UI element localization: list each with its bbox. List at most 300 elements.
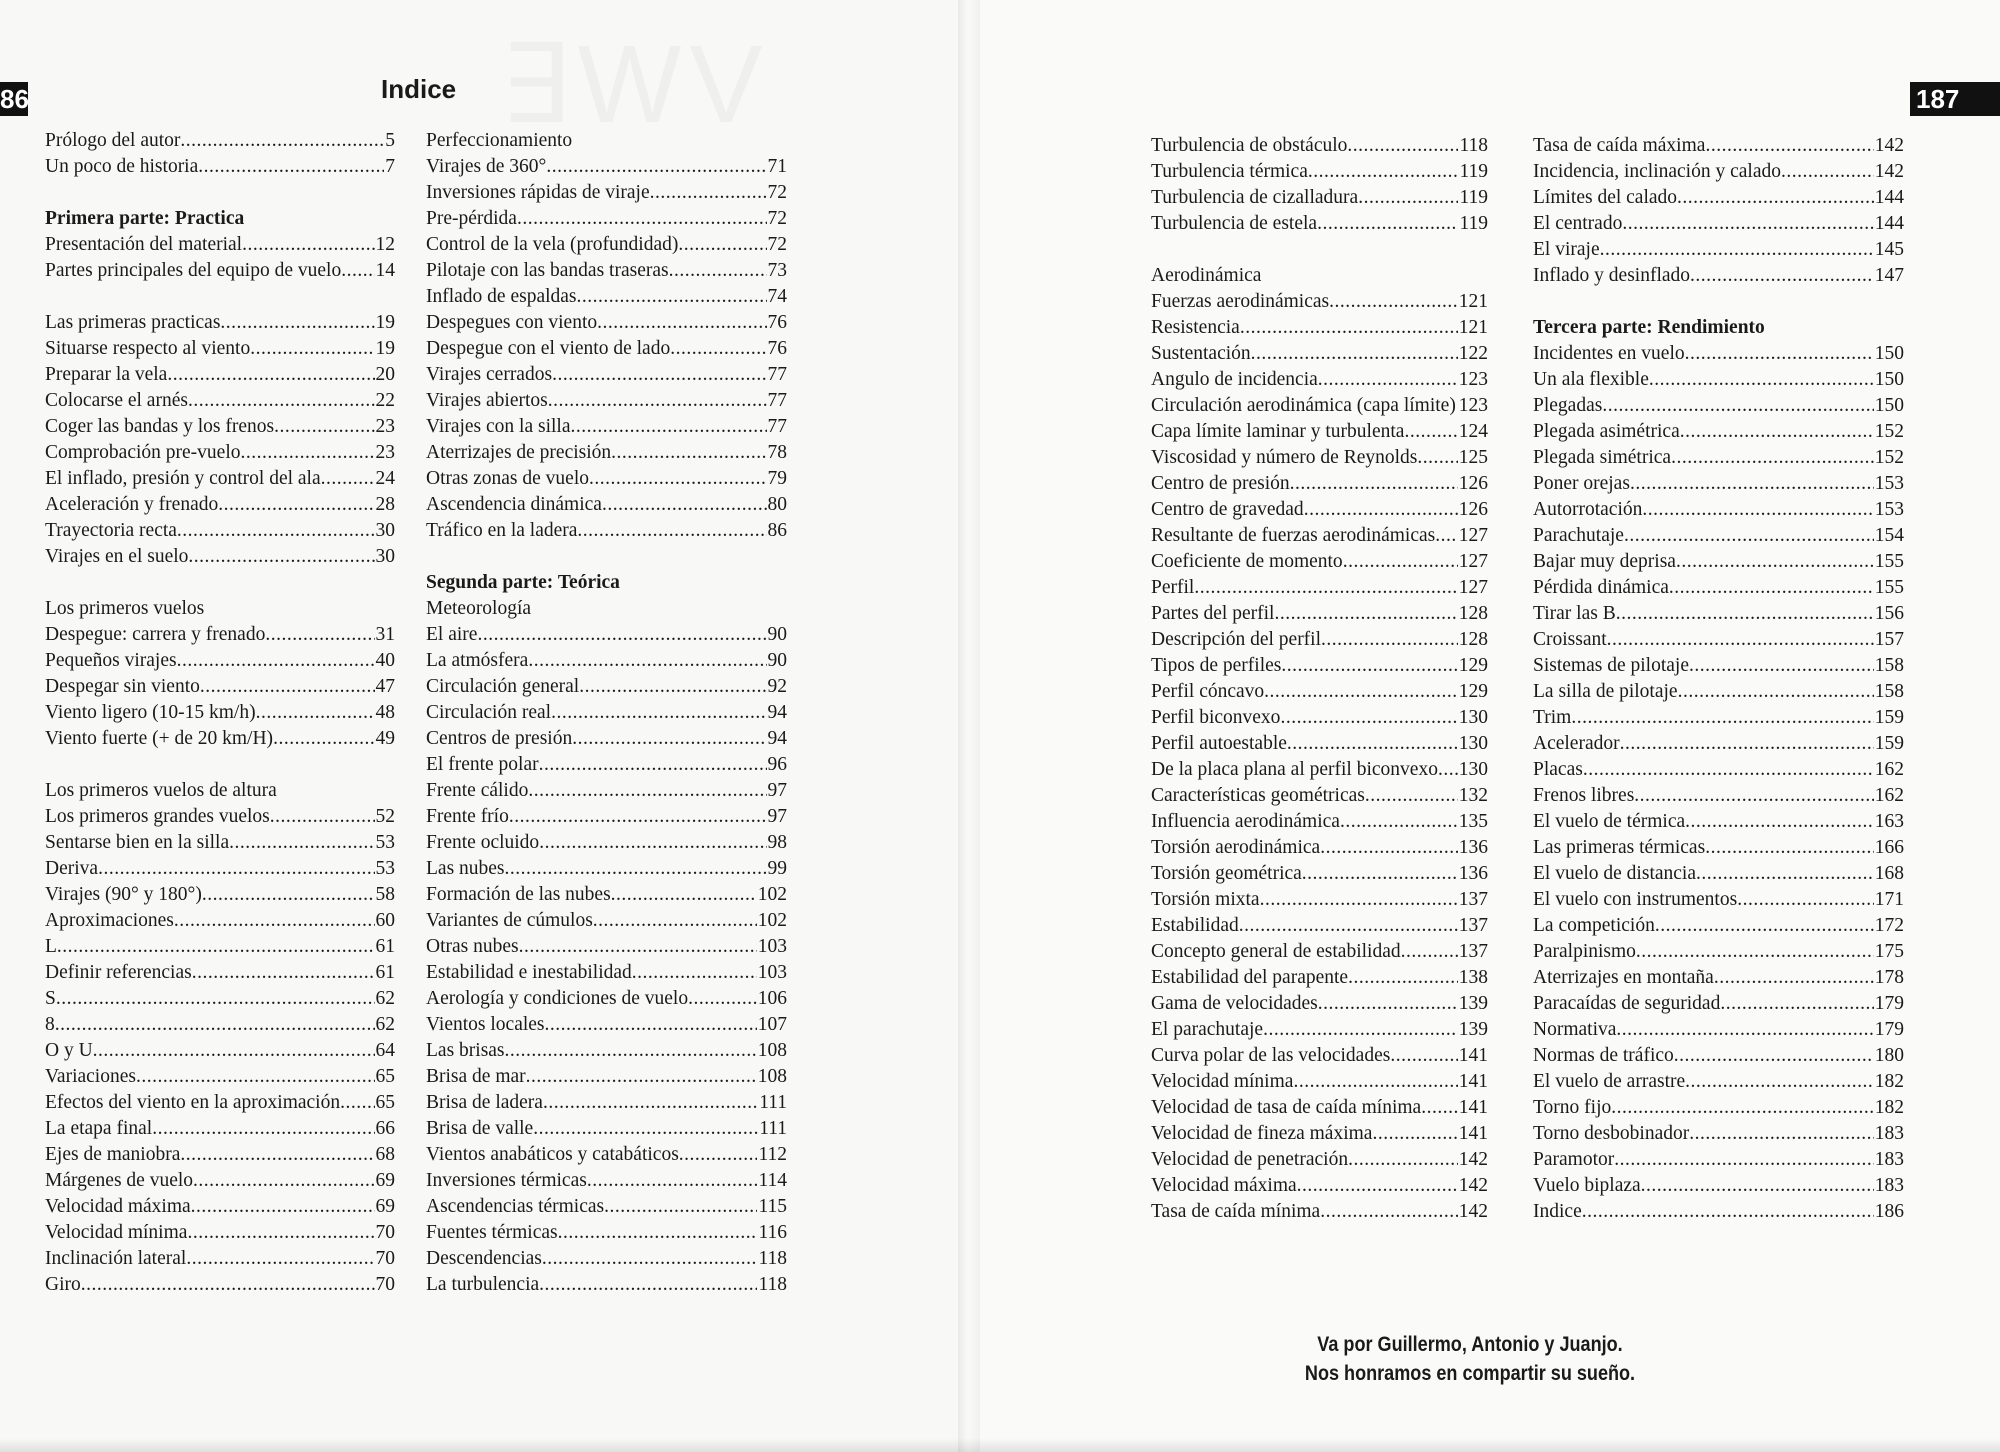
- toc-entry-page: 80: [767, 494, 787, 515]
- toc-entry: [1533, 679, 1904, 705]
- toc-entry-label: O y U: [45, 1040, 93, 1061]
- toc-dot-leader: [1251, 341, 1458, 367]
- toc-dot-leader: [1343, 549, 1458, 575]
- toc-entry-label: Despegue con el viento de lado: [426, 338, 671, 359]
- toc-entry-label: Influencia aerodinámica: [1151, 811, 1340, 832]
- toc-entry-label: Tipos de perfiles: [1151, 655, 1282, 676]
- toc-dot-leader: [1348, 965, 1458, 991]
- toc-entry: [426, 362, 787, 388]
- toc-entry-page: 155: [1874, 551, 1904, 572]
- toc-entry-label: Torsión geométrica: [1151, 863, 1302, 884]
- toc-entry: [426, 882, 787, 908]
- toc-entry-page: 90: [767, 624, 787, 645]
- toc-entry: [45, 544, 395, 570]
- toc-entry-label: Presentación del material: [45, 234, 243, 255]
- toc-entry-page: 129: [1458, 681, 1488, 702]
- toc-entry-page: 52: [375, 806, 395, 827]
- toc-column-1: [45, 128, 395, 1298]
- toc-entry-label: Incidentes en vuelo: [1533, 343, 1685, 364]
- toc-entry: [45, 934, 395, 960]
- toc-entry: [45, 1012, 395, 1038]
- toc-dot-leader: [1317, 211, 1458, 237]
- toc-entry-label: Virajes cerrados: [426, 364, 553, 385]
- toc-entry-page: 76: [767, 338, 787, 359]
- toc-entry: [45, 1064, 395, 1090]
- toc-dot-leader: [57, 934, 375, 960]
- toc-dot-leader: [1297, 1173, 1458, 1199]
- toc-dot-leader: [505, 1038, 757, 1064]
- toc-entry: [1151, 1095, 1488, 1121]
- toc-entry-page: 77: [767, 364, 787, 385]
- toc-entry-page: 179: [1874, 1019, 1904, 1040]
- toc-entry: [45, 1272, 395, 1298]
- toc-entry: [1533, 1043, 1904, 1069]
- toc-entry: [426, 180, 787, 206]
- dedication-line-1: Va por Guillermo, Antonio y Juanjo.: [1317, 1333, 1623, 1356]
- toc-entry-page: 5: [385, 130, 395, 151]
- toc-entry: [1151, 445, 1488, 471]
- toc-part-heading: [45, 206, 395, 232]
- toc-entry-label: Prólogo del autor: [45, 130, 181, 151]
- toc-entry-label: Despegue: carrera y frenado: [45, 624, 266, 645]
- toc-dot-leader: [542, 1246, 758, 1272]
- toc-entry: [1533, 809, 1904, 835]
- toc-entry-page: 142: [1458, 1149, 1488, 1170]
- toc-entry-page: 72: [767, 234, 787, 255]
- toc-entry-label: Despegar sin viento: [45, 676, 200, 697]
- toc-entry-page: 124: [1458, 421, 1488, 442]
- toc-entry-label: Centros de presión: [426, 728, 573, 749]
- toc-entry: [45, 1194, 395, 1220]
- toc-heading-label: Meteorología: [426, 598, 532, 619]
- toc-entry-label: Otras zonas de vuelo: [426, 468, 589, 489]
- toc-entry-page: 137: [1458, 941, 1488, 962]
- toc-entry-page: 60: [375, 910, 395, 931]
- toc-entry: [1533, 913, 1904, 939]
- toc-entry-page: 92: [767, 676, 787, 697]
- toc-dot-leader: [1678, 679, 1874, 705]
- toc-dot-leader: [1705, 133, 1873, 159]
- toc-column-2: [426, 128, 787, 1298]
- toc-entry-label: Coger las bandas y los frenos: [45, 416, 275, 437]
- toc-entry: [426, 492, 787, 518]
- toc-entry: [1151, 627, 1488, 653]
- toc-dot-leader: [321, 466, 375, 492]
- toc-entry-page: 23: [375, 416, 395, 437]
- toc-entry-page: 154: [1874, 525, 1904, 546]
- toc-dot-leader: [1318, 991, 1458, 1017]
- toc-dot-leader: [546, 154, 766, 180]
- toc-entry: [1533, 419, 1904, 445]
- toc-dot-leader: [602, 492, 767, 518]
- toc-entry: [45, 908, 395, 934]
- toc-dot-leader: [1677, 185, 1874, 211]
- toc-entry: [1533, 991, 1904, 1017]
- toc-entry-label: Aterrizajes en montaña: [1533, 967, 1714, 988]
- toc-entry-label: El inflado, presión y control del ala: [45, 468, 321, 489]
- toc-dot-leader: [1438, 757, 1458, 783]
- toc-entry: [1151, 159, 1488, 185]
- toc-entry-label: Inflado y desinflado: [1533, 265, 1691, 286]
- toc-entry-label: Descripción del perfil: [1151, 629, 1322, 650]
- toc-spacer: [45, 180, 395, 206]
- toc-entry-label: Resistencia: [1151, 317, 1240, 338]
- toc-entry-label: El frente polar: [426, 754, 539, 775]
- toc-entry-page: 64: [375, 1040, 395, 1061]
- toc-entry: [45, 1142, 395, 1168]
- dedication-line-2: Nos honramos en compartir su sueño.: [1304, 1362, 1636, 1385]
- toc-entry-label: Trayectoria recta: [45, 520, 177, 541]
- toc-dot-leader: [669, 258, 767, 284]
- toc-column-4: [1533, 133, 1904, 1225]
- toc-entry-page: 62: [375, 988, 395, 1009]
- toc-entry-label: Viscosidad y número de Reynolds: [1151, 447, 1418, 468]
- toc-entry-label: Circulación general: [426, 676, 580, 697]
- toc-entry-label: Vientos locales: [426, 1014, 545, 1035]
- toc-entry-label: Virajes abiertos: [426, 390, 548, 411]
- toc-entry: [1533, 263, 1904, 289]
- left-page-number: 86: [0, 84, 29, 114]
- toc-dot-leader: [93, 1038, 375, 1064]
- toc-entry-page: 136: [1458, 837, 1488, 858]
- toc-entry-label: El vuelo de arrastre: [1533, 1071, 1686, 1092]
- toc-dot-leader: [180, 1142, 374, 1168]
- toc-entry-label: Turbulencia térmica: [1151, 161, 1308, 182]
- toc-entry-label: Circulación real: [426, 702, 552, 723]
- toc-entry: [1151, 835, 1488, 861]
- toc-entry-label: Virajes (90° y 180°): [45, 884, 202, 905]
- toc-entry-label: Partes del perfil: [1151, 603, 1275, 624]
- toc-dot-leader: [256, 700, 375, 726]
- toc-entry-page: 142: [1458, 1175, 1488, 1196]
- toc-entry: [1151, 133, 1488, 159]
- toc-dot-leader: [341, 258, 374, 284]
- toc-entry-page: 130: [1458, 759, 1488, 780]
- toc-entry: [1151, 575, 1488, 601]
- toc-dot-leader: [220, 310, 374, 336]
- toc-entry-label: Plegada simétrica: [1533, 447, 1672, 468]
- toc-dot-leader: [572, 726, 766, 752]
- toc-entry-label: Centro de gravedad: [1151, 499, 1304, 520]
- toc-entry-page: 132: [1458, 785, 1488, 806]
- toc-dot-leader: [1435, 523, 1458, 549]
- toc-entry-page: 103: [757, 936, 787, 957]
- toc-dot-leader: [1348, 1147, 1458, 1173]
- toc-entry: [1151, 419, 1488, 445]
- toc-entry-page: 96: [767, 754, 787, 775]
- toc-entry: [45, 440, 395, 466]
- toc-spacer: [1151, 237, 1488, 263]
- toc-entry-page: 182: [1874, 1071, 1904, 1092]
- toc-entry-label: Velocidad de penetración: [1151, 1149, 1349, 1170]
- toc-dot-leader: [1685, 341, 1874, 367]
- toc-entry-page: 76: [767, 312, 787, 333]
- toc-entry-page: 137: [1458, 915, 1488, 936]
- toc-entry: [1533, 159, 1904, 185]
- toc-entry: [426, 804, 787, 830]
- toc-dot-leader: [250, 336, 374, 362]
- toc-entry: [45, 518, 395, 544]
- toc-entry-label: Velocidad de tasa de caída mínima: [1151, 1097, 1422, 1118]
- toc-section-heading: [426, 128, 787, 154]
- toc-entry-label: Brisa de mar: [426, 1066, 526, 1087]
- toc-dot-leader: [1347, 133, 1458, 159]
- toc-entry: [426, 1194, 787, 1220]
- toc-dot-leader: [1401, 939, 1458, 965]
- toc-entry: [45, 310, 395, 336]
- toc-entry-label: Características geométricas: [1151, 785, 1365, 806]
- toc-dot-leader: [611, 440, 766, 466]
- toc-entry-label: Capa límite laminar y turbulenta: [1151, 421, 1405, 442]
- toc-entry-label: Coeficiente de momento: [1151, 551, 1343, 572]
- toc-entry-label: Definir referencias: [45, 962, 192, 983]
- toc-entry: [1533, 1069, 1904, 1095]
- toc-dot-leader: [1607, 627, 1874, 653]
- toc-entry-page: 102: [757, 910, 787, 931]
- toc-entry-page: 53: [375, 832, 395, 853]
- toc-entry: [426, 778, 787, 804]
- toc-dot-leader: [1641, 1173, 1874, 1199]
- toc-dot-leader: [152, 1116, 374, 1142]
- toc-entry-page: 119: [1459, 161, 1488, 182]
- toc-entry-page: 102: [757, 884, 787, 905]
- toc-entry-page: 112: [758, 1144, 787, 1165]
- toc-dot-leader: [1690, 263, 1874, 289]
- toc-dot-leader: [1404, 419, 1457, 445]
- toc-entry: [1533, 471, 1904, 497]
- toc-entry-page: 106: [757, 988, 787, 1009]
- toc-entry-label: El vuelo con instrumentos: [1533, 889, 1738, 910]
- toc-entry: [1533, 237, 1904, 263]
- toc-entry: [1533, 731, 1904, 757]
- toc-dot-leader: [177, 518, 375, 544]
- toc-dot-leader: [1302, 861, 1458, 887]
- toc-entry: [1151, 809, 1488, 835]
- toc-dot-leader: [1582, 1199, 1874, 1225]
- toc-entry-label: Colocarse el arnés: [45, 390, 188, 411]
- toc-entry: [45, 1246, 395, 1272]
- toc-entry-label: El parachutaje: [1151, 1019, 1264, 1040]
- toc-entry: [426, 388, 787, 414]
- toc-entry-page: 98: [767, 832, 787, 853]
- toc-entry-page: 125: [1458, 447, 1488, 468]
- toc-dot-leader: [242, 232, 374, 258]
- toc-entry-label: Torsión aerodinámica: [1151, 837, 1321, 858]
- toc-entry-page: 119: [1459, 213, 1488, 234]
- toc-entry-page: 66: [375, 1118, 395, 1139]
- toc-entry: [45, 674, 395, 700]
- toc-entry-page: 135: [1458, 811, 1488, 832]
- toc-entry-page: 157: [1874, 629, 1904, 650]
- toc-entry-page: 142: [1874, 135, 1904, 156]
- toc-entry: [1533, 185, 1904, 211]
- toc-entry-label: Velocidad mínima: [1151, 1071, 1294, 1092]
- toc-dot-leader: [177, 648, 375, 674]
- toc-dot-leader: [1308, 159, 1459, 185]
- toc-dot-leader: [528, 778, 766, 804]
- toc-dot-leader: [265, 622, 374, 648]
- toc-entry-label: Perfil cóncavo: [1151, 681, 1265, 702]
- toc-dot-leader: [1685, 809, 1874, 835]
- toc-entry-page: 121: [1458, 317, 1488, 338]
- toc-entry-label: Normas de tráfico: [1533, 1045, 1674, 1066]
- toc-entry-label: Partes principales del equipo de vuelo: [45, 260, 342, 281]
- toc-entry-page: 145: [1874, 239, 1904, 260]
- toc-entry-label: Ascendencia dinámica: [426, 494, 602, 515]
- toc-entry: [1151, 315, 1488, 341]
- toc-entry-page: 183: [1874, 1175, 1904, 1196]
- toc-spacer: [45, 284, 395, 310]
- toc-entry-page: 107: [757, 1014, 787, 1035]
- toc-entry: [426, 960, 787, 986]
- toc-dot-leader: [477, 622, 766, 648]
- toc-dot-leader: [551, 700, 766, 726]
- toc-entry: [45, 492, 395, 518]
- toc-entry: [426, 336, 787, 362]
- toc-entry-label: Pequeños virajes: [45, 650, 177, 671]
- toc-entry-page: 178: [1874, 967, 1904, 988]
- toc-entry-label: Inversiones térmicas: [426, 1170, 587, 1191]
- toc-entry-page: 130: [1458, 733, 1488, 754]
- toc-dot-leader: [1602, 393, 1873, 419]
- toc-entry: [1533, 705, 1904, 731]
- toc-entry-page: 183: [1874, 1123, 1904, 1144]
- toc-entry-page: 144: [1874, 187, 1904, 208]
- toc-entry: [426, 726, 787, 752]
- toc-dot-leader: [1781, 159, 1874, 185]
- toc-dot-leader: [81, 1272, 375, 1298]
- toc-dot-leader: [650, 180, 767, 206]
- toc-dot-leader: [632, 960, 757, 986]
- toc-entry-label: El viraje: [1533, 239, 1600, 260]
- toc-entry-label: Torsión mixta: [1151, 889, 1260, 910]
- toc-spacer: [45, 570, 395, 596]
- toc-entry: [1533, 367, 1904, 393]
- toc-dot-leader: [1571, 705, 1873, 731]
- toc-entry-page: 186: [1874, 1201, 1904, 1222]
- toc-entry-page: 137: [1458, 889, 1488, 910]
- toc-dot-leader: [1358, 185, 1458, 211]
- toc-entry: [45, 986, 395, 1012]
- toc-entry-label: La etapa final: [45, 1118, 153, 1139]
- toc-entry-page: 121: [1458, 291, 1488, 312]
- toc-dot-leader: [1417, 445, 1457, 471]
- toc-entry: [1533, 965, 1904, 991]
- toc-heading-label: Perfeccionamiento: [426, 130, 573, 151]
- toc-entry-page: 30: [375, 520, 395, 541]
- toc-dot-leader: [1624, 523, 1874, 549]
- toc-entry: [1151, 939, 1488, 965]
- toc-entry-label: Inversiones rápidas de viraje: [426, 182, 650, 203]
- toc-entry-page: 19: [375, 312, 395, 333]
- toc-entry-page: 158: [1874, 681, 1904, 702]
- toc-entry-label: Ascendencias térmicas: [426, 1196, 605, 1217]
- toc-section-heading: [1151, 263, 1488, 289]
- toc-entry: [1533, 497, 1904, 523]
- toc-entry-page: 159: [1874, 733, 1904, 754]
- toc-entry-label: Frente ocluido: [426, 832, 540, 853]
- toc-entry-page: 142: [1458, 1201, 1488, 1222]
- toc-entry-page: 71: [767, 156, 787, 177]
- toc-entry-label: Trim: [1533, 707, 1572, 728]
- toc-entry: [1533, 835, 1904, 861]
- toc-entry-label: Preparar la vela: [45, 364, 168, 385]
- toc-entry-label: Angulo de incidencia: [1151, 369, 1318, 390]
- toc-spacer: [426, 544, 787, 570]
- toc-entry-page: 74: [767, 286, 787, 307]
- toc-entry-page: 139: [1458, 1019, 1488, 1040]
- toc-entry-label: Velocidad máxima: [1151, 1175, 1297, 1196]
- toc-entry: [1533, 393, 1904, 419]
- toc-dot-leader: [604, 1194, 757, 1220]
- toc-entry: [1533, 133, 1904, 159]
- toc-entry: [45, 414, 395, 440]
- toc-dot-leader: [548, 388, 767, 414]
- toc-dot-leader: [1620, 731, 1874, 757]
- toc-entry: [45, 258, 395, 284]
- toc-dot-leader: [678, 232, 766, 258]
- toc-dot-leader: [589, 466, 767, 492]
- toc-entry: [426, 1220, 787, 1246]
- toc-entry-label: Paracaídas de seguridad: [1533, 993, 1721, 1014]
- toc-entry-page: 175: [1874, 941, 1904, 962]
- toc-dot-leader: [1290, 471, 1458, 497]
- toc-entry: [1533, 653, 1904, 679]
- toc-entry: [426, 284, 787, 310]
- toc-dot-leader: [1421, 1095, 1458, 1121]
- toc-entry-label: Aerología y condiciones de vuelo: [426, 988, 689, 1009]
- toc-entry: [1151, 1121, 1488, 1147]
- toc-entry-page: 48: [375, 702, 395, 723]
- toc-entry-label: S: [45, 988, 56, 1009]
- toc-dot-leader: [1372, 1121, 1457, 1147]
- toc-entry-label: Vientos anabáticos y catabáticos: [426, 1144, 679, 1165]
- toc-entry-label: Márgenes de vuelo: [45, 1170, 194, 1191]
- toc-dot-leader: [1321, 627, 1458, 653]
- toc-entry-label: Sistemas de pilotaje: [1533, 655, 1689, 676]
- toc-heading-label: Los primeros vuelos de altura: [45, 780, 277, 801]
- toc-entry-page: 152: [1874, 421, 1904, 442]
- toc-dot-leader: [270, 804, 375, 830]
- toc-entry: [426, 232, 787, 258]
- toc-dot-leader: [1318, 367, 1458, 393]
- toc-dot-leader: [98, 856, 374, 882]
- toc-entry-page: 147: [1874, 265, 1904, 286]
- toc-entry-page: 128: [1458, 603, 1488, 624]
- toc-dot-leader: [174, 908, 375, 934]
- toc-entry-label: 8: [45, 1014, 55, 1035]
- toc-entry: [426, 1142, 787, 1168]
- toc-dot-leader: [1720, 991, 1873, 1017]
- toc-entry-label: La competición: [1533, 915, 1655, 936]
- toc-entry-page: 115: [758, 1196, 787, 1217]
- toc-entry: [45, 804, 395, 830]
- toc-entry-label: Situarse respecto al viento: [45, 338, 251, 359]
- toc-entry: [426, 934, 787, 960]
- toc-entry: [1533, 445, 1904, 471]
- toc-entry: [45, 882, 395, 908]
- toc-entry-label: Los primeros grandes vuelos: [45, 806, 270, 827]
- toc-entry: [1151, 965, 1488, 991]
- toc-section-heading: [426, 596, 787, 622]
- toc-entry: [45, 856, 395, 882]
- toc-entry-label: Deriva: [45, 858, 99, 879]
- toc-entry-page: 77: [767, 390, 787, 411]
- toc-dot-leader: [1696, 861, 1874, 887]
- toc-entry-page: 136: [1458, 863, 1488, 884]
- toc-entry: [1151, 549, 1488, 575]
- toc-entry-label: Incidencia, inclinación y calado: [1533, 161, 1781, 182]
